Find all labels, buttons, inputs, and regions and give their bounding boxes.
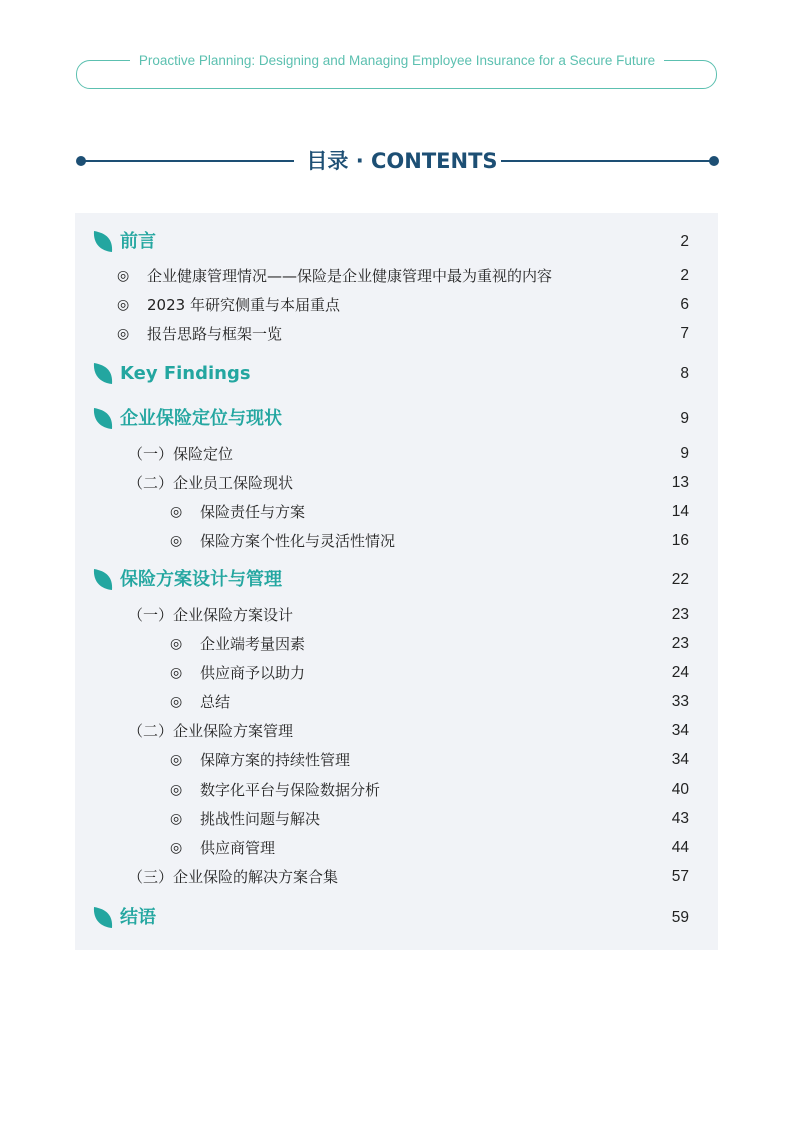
toc-entry[interactable] <box>75 865 718 889</box>
page-number: 57 <box>671 868 689 885</box>
left-rule <box>81 160 294 162</box>
toc-entry[interactable] <box>75 529 718 553</box>
page-number: 2 <box>680 233 689 250</box>
toc-section[interactable] <box>75 906 718 930</box>
toc-entry[interactable] <box>75 293 718 317</box>
toc-label: （二）企业员工保险现状 <box>128 474 294 492</box>
toc-entry[interactable] <box>75 807 718 831</box>
page-number: 13 <box>671 474 689 491</box>
toc-label: 总结 <box>200 693 231 711</box>
toc-entry[interactable] <box>75 500 718 524</box>
toc-entry[interactable] <box>75 836 718 860</box>
toc-panel <box>75 213 718 950</box>
toc-label: 数字化平台与保险数据分析 <box>200 781 381 799</box>
bullet-icon: ◎ <box>117 297 130 313</box>
page-number: 34 <box>671 722 689 739</box>
toc-label: 前言 <box>120 231 156 252</box>
toc-entry[interactable] <box>75 778 718 802</box>
bullet-icon: ◎ <box>170 533 183 549</box>
running-title: Proactive Planning: Designing and Managing Employee Insurance for a Secure Future <box>130 51 664 71</box>
toc-label: 结语 <box>120 907 156 928</box>
right-rule <box>501 160 714 162</box>
page-number: 2 <box>680 267 689 284</box>
leaf-icon <box>92 407 113 430</box>
toc-entry[interactable] <box>75 264 718 288</box>
toc-label: 企业健康管理情况——保险是企业健康管理中最为重视的内容 <box>147 267 553 285</box>
page-number: 33 <box>671 693 689 710</box>
toc-label: 企业端考量因素 <box>200 635 306 653</box>
toc-section[interactable] <box>75 362 718 386</box>
leaf-icon <box>92 906 113 929</box>
right-dot-icon <box>709 156 719 166</box>
toc-section[interactable] <box>75 230 718 254</box>
page-number: 7 <box>680 325 689 342</box>
bullet-icon: ◎ <box>170 782 183 798</box>
toc-entry[interactable] <box>75 442 718 466</box>
bullet-icon: ◎ <box>170 811 183 827</box>
page-number: 16 <box>671 532 689 549</box>
toc-label: （三）企业保险的解决方案合集 <box>128 868 339 886</box>
toc-entry[interactable] <box>75 661 718 685</box>
toc-entry[interactable] <box>75 322 718 346</box>
leaf-icon <box>92 230 113 253</box>
toc-entry[interactable] <box>75 471 718 495</box>
toc-label: 保险责任与方案 <box>200 503 306 521</box>
bullet-icon: ◎ <box>170 840 183 856</box>
page-number: 23 <box>671 606 689 623</box>
toc-entry[interactable] <box>75 603 718 627</box>
page-number: 9 <box>680 445 689 462</box>
page-number: 34 <box>671 751 689 768</box>
leaf-icon <box>92 568 113 591</box>
page-number: 8 <box>680 365 689 382</box>
toc-label: （一）保险定位 <box>128 445 234 463</box>
page-number: 59 <box>671 909 689 926</box>
toc-label: 企业保险定位与现状 <box>120 408 282 429</box>
toc-entry[interactable] <box>75 748 718 772</box>
bullet-icon: ◎ <box>170 504 183 520</box>
page-number: 44 <box>671 839 689 856</box>
page-number: 6 <box>680 296 689 313</box>
page-number: 22 <box>671 571 689 588</box>
toc-label: 挑战性问题与解决 <box>200 810 321 828</box>
toc-label: 保险方案设计与管理 <box>120 569 282 590</box>
page-number: 40 <box>671 781 689 798</box>
bullet-icon: ◎ <box>170 636 183 652</box>
bullet-icon: ◎ <box>170 752 183 768</box>
page-number: 9 <box>680 410 689 427</box>
toc-label: 供应商管理 <box>200 839 276 857</box>
bullet-icon: ◎ <box>117 326 130 342</box>
toc-entry[interactable] <box>75 690 718 714</box>
toc-section[interactable] <box>75 407 718 431</box>
page-number: 24 <box>671 664 689 681</box>
toc-label: 保障方案的持续性管理 <box>200 751 351 769</box>
toc-section[interactable] <box>75 568 718 592</box>
page-number: 14 <box>671 503 689 520</box>
toc-label: 保险方案个性化与灵活性情况 <box>200 532 396 550</box>
toc-label: 2023 年研究侧重与本届重点 <box>147 296 340 314</box>
contents-heading <box>76 144 719 178</box>
contents-title: 目录 · CONTENTS <box>306 149 498 173</box>
toc-entry[interactable] <box>75 632 718 656</box>
toc-label: Key Findings <box>120 363 251 384</box>
bullet-icon: ◎ <box>170 694 183 710</box>
leaf-icon <box>92 362 113 385</box>
toc-label: （二）企业保险方案管理 <box>128 722 294 740</box>
toc-entry[interactable] <box>75 719 718 743</box>
page-number: 23 <box>671 635 689 652</box>
bullet-icon: ◎ <box>117 268 130 284</box>
toc-label: 供应商予以助力 <box>200 664 306 682</box>
toc-label: （一）企业保险方案设计 <box>128 606 294 624</box>
bullet-icon: ◎ <box>170 665 183 681</box>
toc-label: 报告思路与框架一览 <box>147 325 283 343</box>
page-number: 43 <box>671 810 689 827</box>
